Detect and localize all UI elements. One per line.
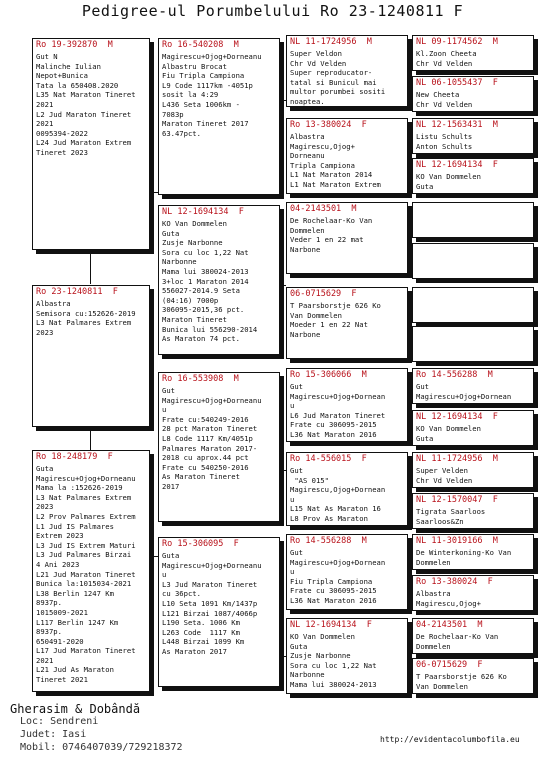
ring-number: Ro 19-392870 M (36, 40, 113, 50)
pigeon-notes: Albastra Semisora cu:152626-2019 L3 Nat Palmares Extrem 2023 (36, 299, 136, 337)
ring-number: NL 12-1694134 F (416, 412, 498, 422)
pigeon-card-ds (158, 372, 280, 522)
page-title: Pedigree-ul Porumbelului Ro 23-1240811 F (81, 2, 464, 20)
pigeon-notes: KO Van Dommelen Guta (416, 424, 481, 443)
pigeon-card-ss (158, 38, 280, 195)
ring-number: NL 11-1724956 M (416, 454, 498, 464)
pigeon-notes: Albastra Magirescu,Ojog+ (416, 589, 481, 608)
breeder-location: Loc: Sendreni (20, 716, 99, 727)
pigeon-notes: KO Van Dommelen Guta Zusje Narbonne Sora cu loc 1,22 Nat Narbonne Mama lui 380024-2013 3+loc 1 Maraton 2014 556027-2014.9 Seta (04:16) 7000p 306095-2015,36 pct. Maraton Tineret Bunica lui 556290-2014 As Maraton 74 pct. (162, 219, 258, 344)
pigeon-notes: Super Veldon Chr Vd Velden Super reproducator- tatal si Bunicul mai multor porumbei sositi noaptea. (290, 49, 386, 106)
pigeon-card-subject (32, 285, 150, 427)
ring-number: 04-2143501 M (290, 204, 357, 214)
pigeon-notes: New Cheeta Chr Vd Velden (416, 90, 473, 109)
ring-number: 06-0715629 F (290, 289, 357, 299)
pigeon-notes: De Winterkoning-Ko Van Dommelen (416, 548, 512, 567)
pigeon-card-g4-2 (412, 76, 534, 112)
pigeon-card-sire (32, 38, 150, 250)
ring-number: Ro 16-553908 M (162, 374, 239, 384)
pigeon-notes: Listu Schults Anton Schults (416, 132, 473, 151)
pigeon-notes: Super Velden Chr Vd Velden (416, 466, 473, 485)
pigeon-card-g4-12 (412, 493, 534, 529)
pigeon-card-dam (32, 450, 150, 692)
pigeon-card-g4-1 (412, 35, 534, 71)
pigeon-notes: Guta Magirescu+Ojog+Dorneanu u L3 Jud Maraton Tineret cu 36pct. L10 Seta 1091 Km/1437p L121 Birzai 1087/4066p L190 Seta. 1006 Km L263 Code 1117 Km L448 Birzai 1099 Km As Maraton 2017 (162, 551, 262, 656)
ring-number (413, 288, 533, 291)
pigeon-notes: Gut "AS 015" Magirescu,Ojog+Dornean u L15 Nat As Maraton 16 L8 Prov As Maraton (290, 466, 386, 523)
ring-number: NL 06-1055437 F (416, 78, 498, 88)
pigeon-notes: Gut Magirescu+Ojog+Dorneanu u Frate cu:540249-2016 28 pct Maraton Tineret L8 Code 1117 Km/4051p Palmares Maraton 2017- 2018 cu aprox.44 pct Frate cu 540250-2016 As Maraton Tineret 2017 (162, 386, 262, 491)
ring-number (413, 244, 533, 247)
pigeon-card-dds (286, 534, 408, 610)
ring-number: Ro 13-380024 F (290, 120, 367, 130)
ring-number: Ro 18-248179 F (36, 452, 113, 462)
pigeon-card-dsd (286, 452, 408, 526)
ring-number: NL 09-1174562 M (416, 37, 498, 47)
ring-number: Ro 15-306066 M (290, 370, 367, 380)
ring-number: NL 11-1724956 M (290, 37, 372, 47)
ring-number: NL 11-3019166 M (416, 536, 498, 546)
ring-number: NL 12-1694134 F (416, 160, 498, 170)
ring-number: Ro 14-556288 M (416, 370, 493, 380)
pigeon-notes: De Rochelaar-Ko Van Dommelen Veder 1 en 22 mat Narbone (290, 216, 373, 254)
breeder-phone: Mobil: 0746407039/729218372 (20, 742, 183, 753)
pigeon-card-g4-15 (412, 618, 534, 654)
ring-number: 06-0715629 F (416, 660, 483, 670)
pigeon-card-g4-empty (412, 243, 534, 279)
pigeon-notes: Albastra Magirescu,Ojog+ Dorneanu Tripla Campiona L1 Nat Maraton 2014 L1 Nat Maraton Extrem (290, 132, 381, 189)
pigeon-card-g4-empty (412, 287, 534, 323)
pigeon-notes: Magirescu+Ojog+Dorneanu Albastru Brocat Fiu Tripla Campiona L9 Code 1117km -4051p sosit la 4:29 L436 Seta 1006km - 7083p Maraton Tineret 2017 63.47pct. (162, 52, 262, 138)
pigeon-notes: De Rochelaar-Ko Van Dommelen (416, 632, 499, 651)
pigeon-notes: Gut Magirescu+Ojog+Dornean (416, 382, 512, 401)
pigeon-card-g4-9 (412, 368, 534, 404)
pigeon-notes: Guta Magirescu+Ojog+Dorneanu Mama la :152626-2019 L3 Nat Palmares Extrem 2023 L2 Prov Palmares Extrem L1 Jud IS Palmares Extrem 2023 L3 Jud IS Extrem Maturi L3 Jud Palmares Birzai 4 Ani 2023 L21 Jud Maraton Tineret Bunica la:1015034-2021 L38 Berlin 1247 Km 8937p. 1015009-2021 L117 Berlin 1247 Km 8937p. 650491-2020 L17 Jud Maraton Tineret 2021 L21 Jud As Maraton Tineret 2021 (36, 464, 136, 685)
ring-number: Ro 13-380024 F (416, 577, 493, 587)
ring-number: Ro 14-556288 M (290, 536, 367, 546)
pigeon-card-dd (158, 537, 280, 687)
ring-number (413, 203, 533, 206)
ring-number: NL 12-1563431 M (416, 120, 498, 130)
pigeon-card-g4-13 (412, 534, 534, 570)
connector-line (90, 425, 91, 450)
ring-number: NL 12-1694134 F (290, 620, 372, 630)
pigeon-notes: T Paarsborstje 626 Ko Van Dommelen (416, 672, 507, 691)
pigeon-card-g4-14 (412, 575, 534, 611)
breeder-name: Gherasim & Dobândă (10, 702, 141, 716)
pigeon-card-ssd (286, 118, 408, 194)
pigeon-card-g4-16 (412, 658, 534, 694)
pigeon-card-g4-4 (412, 158, 534, 194)
ring-number: Ro 16-540208 M (162, 40, 239, 50)
ring-number: NL 12-1570047 F (416, 495, 498, 505)
pigeon-card-dss (286, 368, 408, 442)
pigeon-notes: Gut N Malinche Iulian Nepot+Bunica Tata la 650408.2020 L35 Nat Maraton Tineret 2021 L2 Jud Maraton Tineret 2021 0095394-2022 L24 Jud Maraton Extrem Tineret 2023 (36, 52, 136, 157)
pigeon-notes: Tigrata Saarloos Saarloos&Zn (416, 507, 486, 526)
pigeon-card-sds (286, 202, 408, 274)
pigeon-notes: KO Van Dommelen Guta (416, 172, 481, 191)
pigeon-card-sdd (286, 287, 408, 359)
pigeon-notes: T Paarsborstje 626 Ko Van Dommelen Moeder 1 en 22 Nat Narbone (290, 301, 381, 339)
breeder-county: Judet: Iasi (20, 729, 87, 740)
pigeon-card-sd (158, 205, 280, 355)
pigeon-notes: Gut Magirescu+Ojog+Dornean u L6 Jud Maraton Tineret Frate cu 306095-2015 L36 Nat Maraton 2016 (290, 382, 386, 439)
pigeon-notes: Kl.Zoon Cheeta Chr Vd Velden (416, 49, 477, 68)
ring-number: NL 12-1694134 F (162, 207, 244, 217)
ring-number: Ro 15-306095 F (162, 539, 239, 549)
connector-line (90, 248, 91, 284)
pigeon-card-g4-10 (412, 410, 534, 446)
pigeon-notes: KO Van Dommelen Guta Zusje Narbonne Sora cu loc 1,22 Nat Narbonne Mama lui 380024-2013 (290, 632, 377, 689)
website-url: http://evidentacolumbofila.eu (380, 735, 520, 744)
ring-number: Ro 23-1240811 F (36, 287, 118, 297)
ring-number (413, 327, 533, 330)
pigeon-card-sss (286, 35, 408, 107)
pigeon-card-g4-empty (412, 326, 534, 362)
ring-number: 04-2143501 M (416, 620, 483, 630)
pigeon-card-g4-empty (412, 202, 534, 238)
pigeon-card-g4-3 (412, 118, 534, 154)
pigeon-card-ddd (286, 618, 408, 694)
pigeon-card-g4-11 (412, 452, 534, 488)
ring-number: Ro 14-556015 F (290, 454, 367, 464)
pigeon-notes: Gut Magirescu+Ojog+Dornean u Fiu Tripla Campiona Frate cu 306095-2015 L36 Nat Maraton 2016 (290, 548, 386, 605)
